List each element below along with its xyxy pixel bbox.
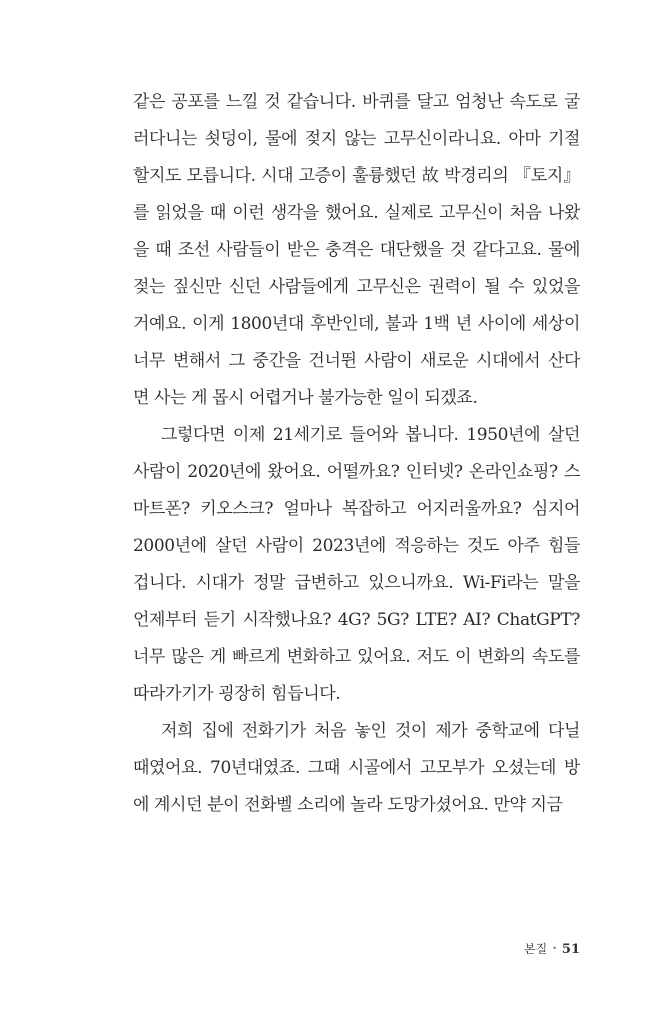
text-line: 러다니는 쇳덩이, 물에 젖지 않는 고무신이라니요. 아마 기절 bbox=[133, 129, 580, 149]
text-line: 저희 집에 전화기가 처음 놓인 것이 제가 중학교에 다닐 bbox=[161, 721, 580, 741]
text-line: 면 사는 게 몹시 어렵거나 불가능한 일이 되겠죠. bbox=[133, 388, 478, 408]
paragraph bbox=[133, 417, 580, 713]
running-header-section: 본질 bbox=[524, 942, 548, 956]
page-number: 51 bbox=[561, 942, 580, 957]
text-line: 너무 많은 게 빠르게 변화하고 있어요. 저도 이 변화의 속도를 bbox=[133, 647, 580, 667]
paragraph bbox=[133, 84, 580, 417]
text-line: 너무 변해서 그 중간을 건너뛴 사람이 새로운 시대에서 산다 bbox=[133, 351, 580, 371]
text-line: 2000년에 살던 사람이 2023년에 적응하는 것도 아주 힘들 bbox=[133, 536, 580, 556]
text-line: 를 읽었을 때 이런 생각을 했어요. 실제로 고무신이 처음 나왔 bbox=[133, 203, 580, 223]
separator-dot: • bbox=[552, 944, 557, 953]
text-line: 겁니다. 시대가 정말 급변하고 있으니까요. Wi-Fi라는 말을 bbox=[133, 573, 580, 593]
text-line: 사람이 2020년에 왔어요. 어떨까요? 인터넷? 온라인쇼핑? 스 bbox=[133, 462, 580, 482]
paragraph bbox=[133, 713, 580, 824]
text-line: 마트폰? 키오스크? 얼마나 복잡하고 어지러울까요? 심지어 bbox=[133, 499, 580, 519]
text-line: 할지도 모릅니다. 시대 고증이 훌륭했던 故 박경리의 『토지』 bbox=[133, 166, 580, 186]
text-line: 언제부터 듣기 시작했나요? 4G? 5G? LTE? AI? ChatGPT? bbox=[133, 610, 580, 630]
text-line: 젖는 짚신만 신던 사람들에게 고무신은 권력이 될 수 있었을 bbox=[133, 277, 580, 297]
text-line: 을 때 조선 사람들이 받은 충격은 대단했을 것 같다고요. 물에 bbox=[133, 240, 580, 260]
body-text bbox=[133, 84, 580, 824]
text-line: 같은 공포를 느낄 것 같습니다. 바퀴를 달고 엄청난 속도로 굴 bbox=[133, 92, 580, 112]
text-line: 때였어요. 70년대였죠. 그때 시골에서 고모부가 오셨는데 방 bbox=[133, 758, 580, 778]
text-line: 그렇다면 이제 21세기로 들어와 봅니다. 1950년에 살던 bbox=[161, 425, 580, 445]
text-line: 거예요. 이게 1800년대 후반인데, 불과 1백 년 사이에 세상이 bbox=[133, 314, 580, 334]
text-line: 따라가기가 굉장히 힘듭니다. bbox=[133, 684, 341, 704]
text-line: 에 계시던 분이 전화벨 소리에 놀라 도망가셨어요. 만약 지금 bbox=[133, 795, 563, 815]
page-footer bbox=[480, 940, 580, 957]
